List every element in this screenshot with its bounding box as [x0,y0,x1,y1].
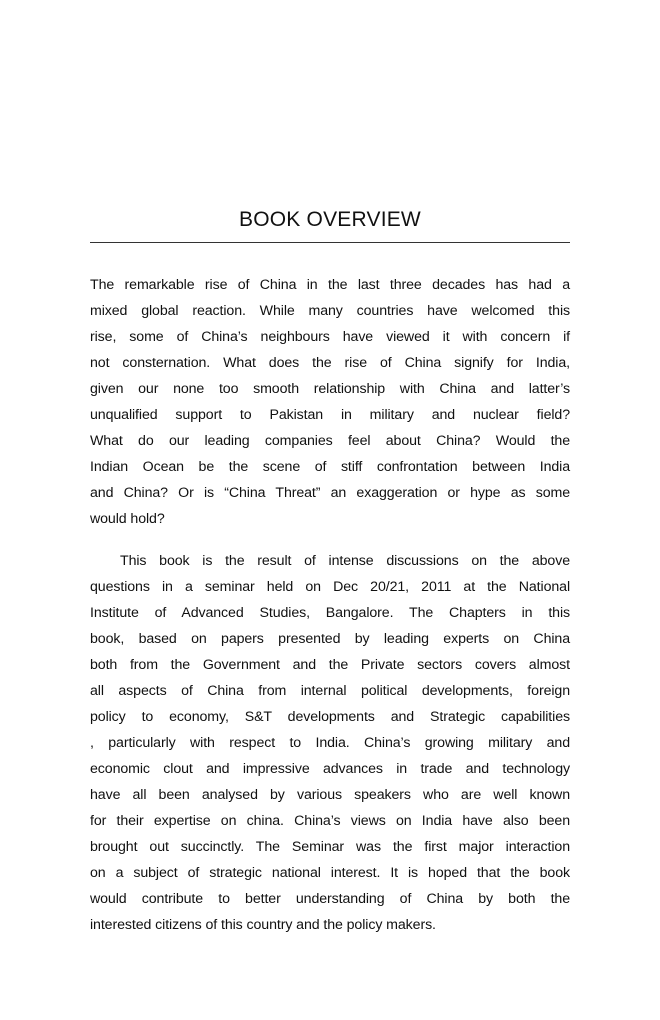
text-line: questions in a seminar held on Dec 20/21, 2011 at the National [90,579,570,595]
text-line: This book is the result of intense discussions on the above [120,553,570,569]
text-line: economic clout and impressive advances in trade and technology [90,761,570,777]
text-line: given our none too smooth relationship with China and latter’s [90,381,570,397]
text-line: What do our leading companies feel about China? Would the [90,433,570,449]
text-line: both from the Government and the Private sectors covers almost [90,657,570,673]
text-line: policy to economy, S&T developments and Strategic capabilities [90,709,570,725]
text-line: , particularly with respect to India. China’s growing military and [90,735,570,751]
title-divider [90,242,570,243]
text-line: The remarkable rise of China in the last three decades has had a [90,277,570,293]
text-line: interested citizens of this country and the policy makers. [90,917,436,933]
text-line: not consternation. What does the rise of China signify for India, [90,355,570,371]
text-line: would hold? [90,511,165,527]
text-line: Institute of Advanced Studies, Bangalore. The Chapters in this [90,605,570,621]
text-line: rise, some of China’s neighbours have viewed it with concern if [90,329,570,345]
text-line: all aspects of China from internal political developments, foreign [90,683,570,699]
text-line: and China? Or is “China Threat” an exaggeration or hype as some [90,485,570,501]
text-line: brought out succinctly. The Seminar was the first major interaction [90,839,570,855]
text-line: on a subject of strategic national interest. It is hoped that the book [90,865,570,881]
text-line: Indian Ocean be the scene of stiff confrontation between India [90,459,570,475]
text-line: unqualified support to Pakistan in military and nuclear field? [90,407,570,423]
text-line: have all been analysed by various speakers who are well known [90,787,570,803]
paragraph-1 [90,272,570,532]
text-line: mixed global reaction. While many countries have welcomed this [90,303,570,319]
paragraph-2 [90,548,570,938]
page-title: BOOK OVERVIEW [239,208,421,231]
text-line: book, based on papers presented by leading experts on China [90,631,570,647]
text-line: would contribute to better understanding of China by both the [90,891,570,907]
text-line: for their expertise on china. China’s views on India have also been [90,813,570,829]
